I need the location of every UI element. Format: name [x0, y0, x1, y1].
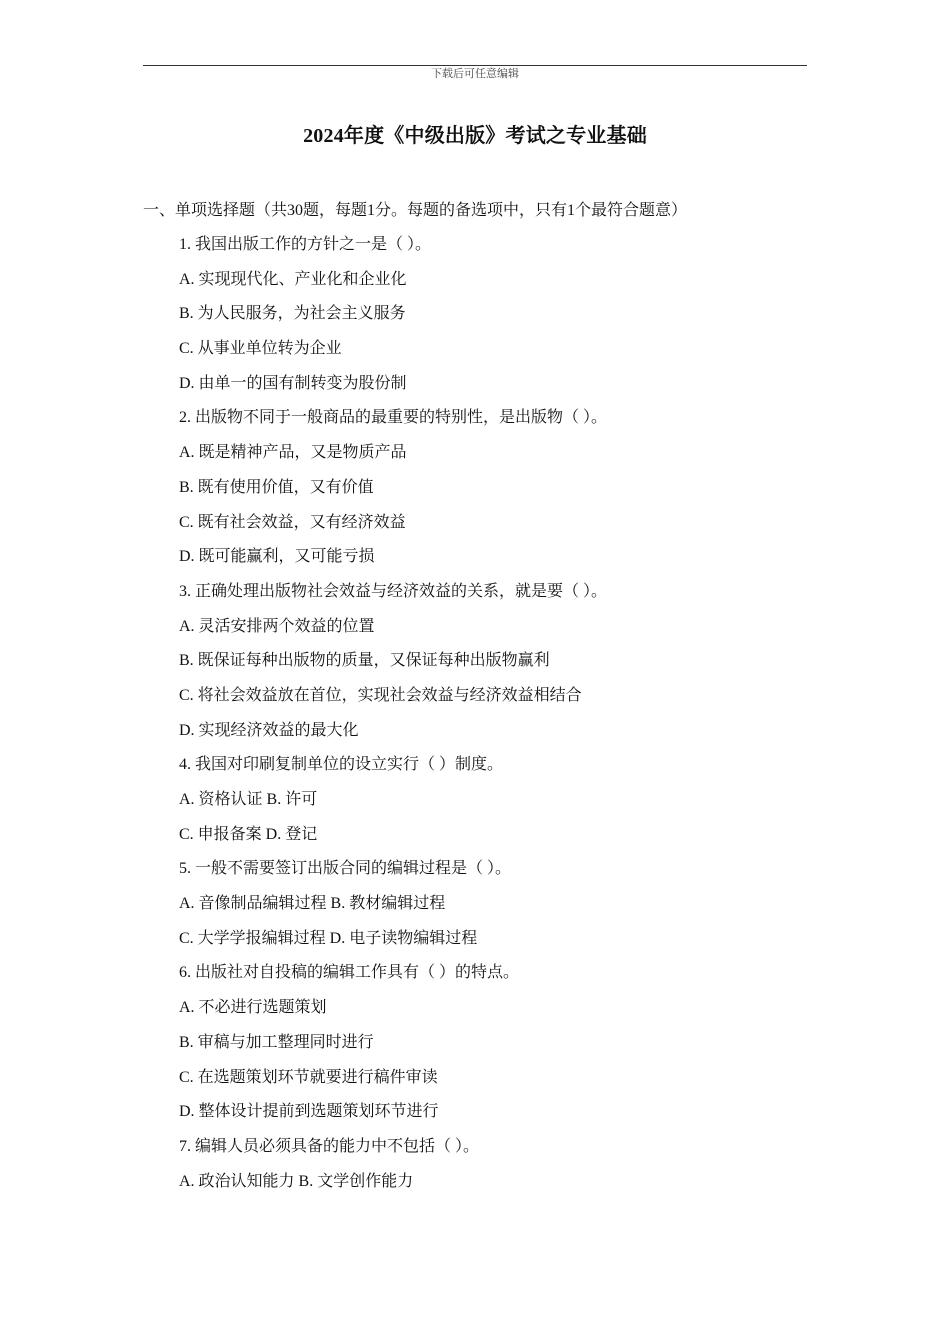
document-title: 2024年度《中级出版》考试之专业基础	[303, 125, 647, 147]
answer-option: B. 既有使用价值，又有价值	[179, 478, 374, 496]
question-stem: 7. 编辑人员必须具备的能力中不包括（ ）。	[179, 1137, 480, 1155]
answer-option: D. 实现经济效益的最大化	[179, 721, 359, 739]
answer-option: A. 政治认知能力 B. 文学创作能力	[179, 1172, 414, 1190]
answer-option: A. 实现现代化、产业化和企业化	[179, 270, 407, 288]
answer-option: C. 在选题策划环节就要进行稿件审读	[179, 1068, 438, 1086]
answer-option: B. 为人民服务，为社会主义服务	[179, 305, 406, 323]
answer-option: A. 音像制品编辑过程 B. 教材编辑过程	[179, 895, 446, 913]
question-stem: 4. 我国对印刷复制单位的设立实行（ ）制度。	[179, 756, 504, 774]
question-stem: 2. 出版物不同于一般商品的最重要的特别性，是出版物（ ）。	[179, 409, 608, 427]
answer-option: C. 既有社会效益，又有经济效益	[179, 513, 406, 531]
answer-option: C. 从事业单位转为企业	[179, 340, 342, 358]
answer-option: D. 既可能赢利，又可能亏损	[179, 548, 375, 566]
answer-option: C. 申报备案 D. 登记	[179, 825, 318, 843]
question-stem: 1. 我国出版工作的方针之一是（ ）。	[179, 236, 432, 253]
section-heading: 一、单项选择题（共30题，每题1分。每题的备选项中，只有1个最符合题意）	[143, 202, 688, 219]
answer-option: D. 由单一的国有制转变为股份制	[179, 374, 407, 392]
answer-option: A. 资格认证 B. 许可	[179, 791, 318, 808]
answer-option: C. 将社会效益放在首位，实现社会效益与经济效益相结合	[179, 686, 582, 704]
question-list	[179, 233, 607, 1204]
answer-option: A. 不必进行选题策划	[179, 999, 327, 1017]
answer-option: B. 审稿与加工整理同时进行	[179, 1033, 374, 1051]
answer-option: A. 既是精神产品，又是物质产品	[179, 444, 407, 462]
header-note: 下载后可任意编辑	[431, 68, 519, 80]
question-stem: 3. 正确处理出版物社会效益与经济效益的关系，就是要（ ）。	[179, 582, 608, 600]
answer-option: C. 大学学报编辑过程 D. 电子读物编辑过程	[179, 929, 478, 947]
question-stem: 5. 一般不需要签订出版合同的编辑过程是（ ）。	[179, 860, 512, 878]
answer-option: B. 既保证每种出版物的质量，又保证每种出版物赢利	[179, 652, 550, 670]
question-stem: 6. 出版社对自投稿的编辑工作具有（ ）的特点。	[179, 964, 520, 982]
answer-option: D. 整体设计提前到选题策划环节进行	[179, 1103, 439, 1121]
header-rule	[143, 65, 807, 66]
answer-option: A. 灵活安排两个效益的位置	[179, 617, 375, 635]
